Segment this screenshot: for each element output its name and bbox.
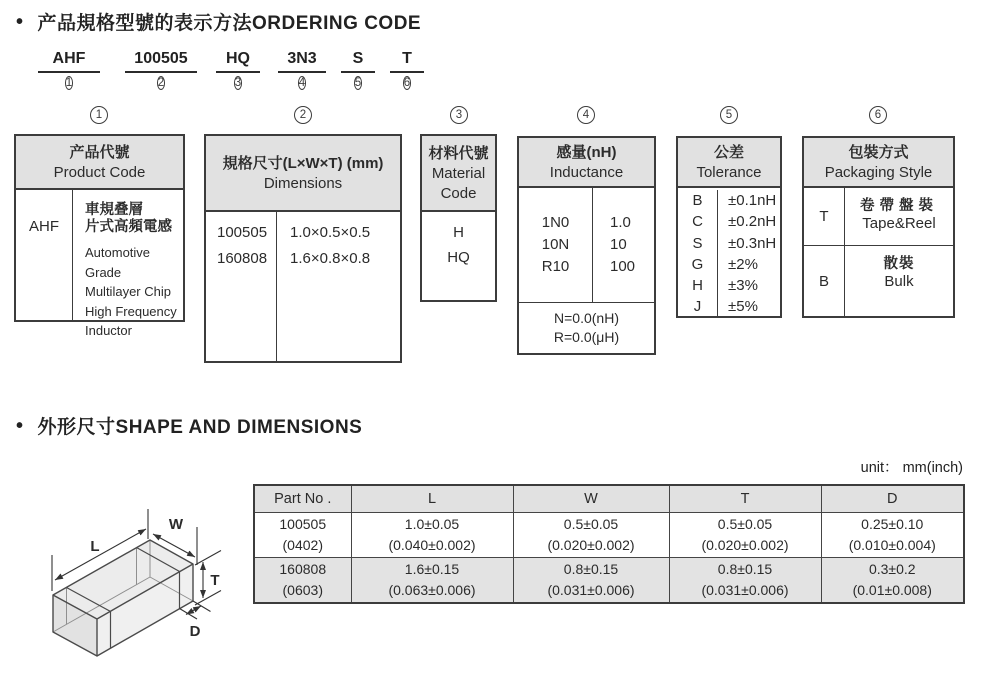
dimension-sizes (277, 212, 400, 361)
code-segment-6 (390, 50, 424, 91)
circled-number-icon: 3 (234, 77, 242, 89)
label-w: W (168, 516, 184, 533)
cell-line: (0.031±0.006) (547, 581, 635, 598)
box-dimensions (204, 134, 402, 363)
code-segment-value: AHF (38, 50, 100, 73)
col-header-d: D (821, 485, 964, 512)
packaging-label-cn: 卷帶盤裝 (860, 198, 938, 214)
inductance-code: R10 (541, 258, 570, 275)
dimensions-table (253, 484, 965, 604)
tolerance-codes (678, 190, 718, 316)
cell-line: (0.063±0.006) (388, 581, 476, 598)
box-header (519, 138, 654, 188)
box-title-en: Inductance (549, 163, 624, 181)
code-segment-value: HQ (216, 50, 260, 73)
box-title-en: Code (440, 184, 477, 202)
box-title-en: Material (431, 164, 486, 182)
circled-number-icon: 6 (403, 77, 411, 89)
cell-line: (0.040±0.002) (388, 536, 476, 553)
cell-line: (0.031±0.006) (701, 581, 789, 598)
circled-number-icon: 5 (720, 106, 738, 124)
product-code-description (73, 190, 183, 338)
cell-line: 0.3±0.2 (868, 560, 916, 577)
packaging-label (845, 246, 953, 316)
unit-label: unit： mm(inch) (860, 460, 963, 476)
code-segment-value: T (390, 50, 424, 73)
box-title-en: Tolerance (696, 163, 762, 181)
circled-number-icon: 4 (577, 106, 595, 124)
cell-line: (0.01±0.008) (852, 581, 932, 598)
inductance-value: 1.0 (610, 214, 631, 231)
box-title-cn: 产品代號 (69, 143, 130, 161)
cell-d (821, 512, 964, 557)
chip-3d-diagram (15, 495, 250, 673)
box-title-cn: 感量(nH) (556, 143, 617, 161)
cell-d (821, 557, 964, 603)
packaging-label-en: Bulk (884, 273, 914, 290)
description-en (85, 243, 177, 341)
code-segment-4 (278, 50, 326, 91)
cell-line: 0.8±0.15 (717, 560, 773, 577)
cell-line: (0.020±0.002) (547, 536, 635, 553)
cell-line: 0.8±0.15 (563, 560, 619, 577)
circled-number-icon: 2 (294, 106, 312, 124)
box-inductance (517, 136, 656, 355)
code-segment-2 (125, 50, 197, 91)
cell-line: (0.020±0.002) (701, 536, 789, 553)
tolerance-value: ±0.1nH (728, 192, 777, 209)
cell-line: 0.5±0.05 (717, 515, 773, 532)
col-header-w: W (513, 485, 669, 512)
inductance-values (593, 188, 654, 302)
inductance-note: R=0.0(μH) (553, 329, 620, 345)
box-header (206, 136, 400, 212)
circled-number-icon: 1 (90, 106, 108, 124)
inductance-code: 1N0 (541, 214, 570, 231)
description-en-line: Inductor (85, 323, 132, 338)
tolerance-code: S (692, 234, 703, 252)
description-cn-line2: 片式高頻電感 (85, 219, 172, 235)
material-code: H (453, 224, 464, 241)
tolerance-code: B (692, 192, 703, 209)
description-en-line: Automotive Grade (85, 245, 151, 280)
tolerance-code: J (693, 298, 702, 316)
tolerance-code: C (692, 213, 703, 231)
table-row (254, 512, 964, 557)
packaging-label (845, 188, 953, 246)
box-packaging (802, 136, 955, 318)
code-segment-value: 3N3 (278, 50, 326, 73)
box-title-cn: 材料代號 (428, 144, 489, 162)
col-header-l: L (351, 485, 513, 512)
cell-line: 0.5±0.05 (563, 515, 619, 532)
section-title-shape-dimensions (16, 412, 362, 439)
circled-number-icon: 1 (65, 77, 73, 89)
dimension-size: 1.6×0.8×0.8 (290, 250, 371, 267)
cell-line: 160808 (279, 560, 327, 577)
box-product-code (14, 134, 185, 338)
cell-part-no (254, 512, 351, 557)
box-material-code (420, 134, 497, 302)
description-en-line: High Frequency (85, 303, 177, 319)
cell-line: 100505 (279, 515, 327, 532)
description-en-line: Multilayer Chip (85, 284, 171, 299)
cell-line: (0603) (282, 581, 323, 598)
dimension-code: 160808 (217, 250, 268, 267)
section1-title-text: 产品規格型號的表示方法ORDERING CODE (37, 13, 422, 34)
cell-t (669, 512, 821, 557)
inductance-value: 100 (610, 258, 636, 275)
inductance-notes (519, 303, 654, 347)
code-segment-5 (341, 50, 375, 91)
packaging-label-en: Tape&Reel (862, 215, 936, 232)
box-tolerance (676, 136, 782, 318)
box-header (16, 136, 183, 190)
circled-number-icon: 5 (354, 77, 362, 89)
section2-title-text: 外形尺寸SHAPE AND DIMENSIONS (37, 417, 363, 438)
cell-line: 1.0±0.05 (404, 515, 460, 532)
tolerance-value: ±2% (728, 255, 758, 273)
tolerance-value: ±5% (728, 298, 758, 316)
cell-part-no (254, 557, 351, 603)
label-l: L (90, 538, 100, 555)
dimension-code: 100505 (217, 224, 268, 241)
section-title-ordering-code (16, 8, 421, 35)
dimension-size: 1.0×0.5×0.5 (290, 224, 371, 241)
box-title-cn: 規格尺寸(L×W×T) (mm) (222, 154, 384, 172)
inductance-value: 10 (610, 236, 627, 253)
box-header (678, 138, 780, 188)
box-title-en: Dimensions (263, 174, 343, 192)
code-segment-3 (216, 50, 260, 91)
box-title-cn: 包裝方式 (848, 143, 909, 161)
bullet-icon: • (16, 11, 24, 33)
cell-line: 0.25±0.10 (861, 515, 924, 532)
inductance-code: 10N (541, 236, 570, 253)
cell-line: (0402) (282, 536, 323, 553)
cell-w (513, 512, 669, 557)
cell-l (351, 512, 513, 557)
box-title-cn: 公差 (713, 143, 744, 161)
col-header-t: T (669, 485, 821, 512)
col-header-part-no: Part No . (254, 485, 351, 512)
label-d: D (189, 623, 201, 640)
circled-number-icon: 6 (869, 106, 887, 124)
material-code: HQ (447, 249, 470, 266)
circled-number-icon: 4 (298, 77, 306, 89)
tolerance-value: ±3% (728, 277, 758, 295)
table-row (254, 557, 964, 603)
box-header (804, 138, 953, 188)
table-header-row (254, 485, 964, 512)
tolerance-values (718, 190, 780, 316)
cell-l (351, 557, 513, 603)
circled-number-icon: 3 (450, 106, 468, 124)
packaging-label-cn: 散裝 (883, 256, 915, 272)
material-codes (422, 212, 495, 270)
label-t: T (210, 572, 220, 589)
product-code-value: AHF (16, 190, 73, 322)
tolerance-value: ±0.2nH (728, 213, 777, 231)
cell-line: 1.6±0.15 (404, 560, 460, 577)
box-header (422, 136, 495, 212)
cell-line: (0.010±0.004) (848, 536, 936, 553)
box-title-en: Packaging Style (824, 163, 933, 181)
bullet-icon: • (16, 415, 24, 437)
code-segment-1 (38, 50, 100, 91)
tolerance-code: G (691, 255, 704, 273)
tolerance-value: ±0.3nH (728, 234, 777, 252)
packaging-code: T (804, 188, 845, 246)
dimension-codes (206, 212, 277, 361)
code-segment-value: 100505 (125, 50, 197, 73)
cell-t (669, 557, 821, 603)
cell-w (513, 557, 669, 603)
packaging-code: B (804, 246, 845, 316)
box-title-en: Product Code (53, 163, 146, 181)
circled-number-icon: 2 (157, 77, 165, 89)
description-cn-line1: 車規叠層 (85, 202, 143, 218)
inductance-codes (519, 188, 593, 302)
inductance-note: N=0.0(nH) (554, 310, 619, 326)
code-segment-value: S (341, 50, 375, 73)
tolerance-code: H (692, 277, 703, 295)
